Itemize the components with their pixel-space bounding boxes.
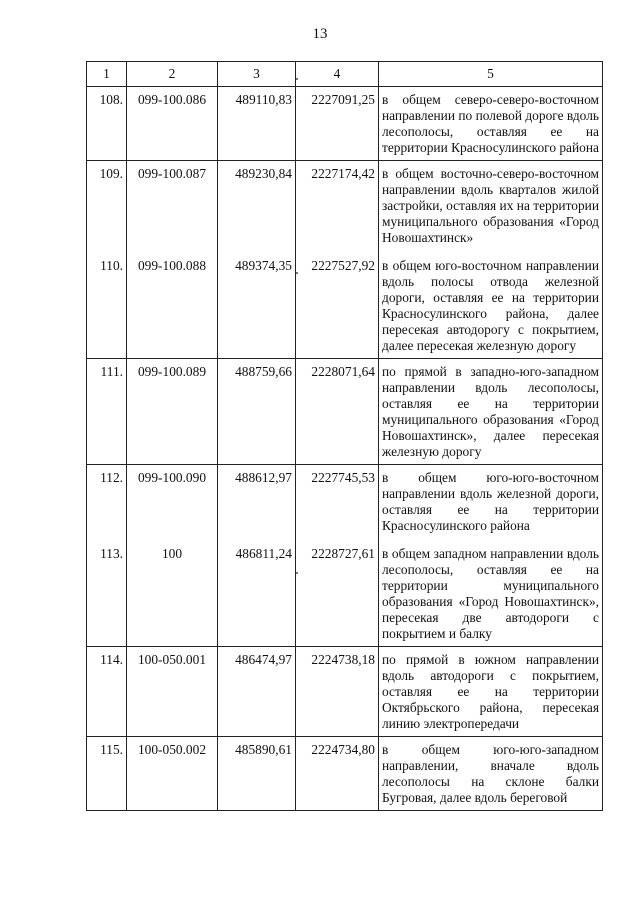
point-id: 099-100.086	[127, 87, 218, 161]
point-id: 099-100.087	[127, 161, 218, 247]
boundary-description: в общем юго-юго-восточном направлении вдоль железной дороги, оставляя ее на территории Красносулинского района	[379, 465, 603, 535]
boundary-description: по прямой в западно-юго-западном направлении вдоль лесополосы, оставляя ее на территории муниципального образования «Город Новошахтинск», далее пересекая железную дорогу	[379, 359, 603, 465]
coordinate-y: 2228071,64	[296, 359, 379, 465]
coordinate-y: 2224738,18	[296, 647, 379, 737]
column-header: 5	[379, 62, 603, 87]
boundary-description: в общем юго-восточном направлении вдоль полосы отвода железной дороги, оставляя ее на территории Красносулинского района, далее пересекая автодорогу с покрытием, далее пересекая железную дорогу	[379, 246, 603, 359]
coordinate-y: 2227174,42	[296, 161, 379, 247]
point-id: 100-050.002	[127, 737, 218, 811]
row-number: 111.	[87, 359, 127, 465]
table-row	[87, 737, 603, 811]
point-id: 099-100.089	[127, 359, 218, 465]
table-row	[87, 647, 603, 737]
row-number: 115.	[87, 737, 127, 811]
coordinate-y: 2227527,92	[296, 246, 379, 359]
boundary-table	[86, 61, 603, 811]
point-id: 099-100.090	[127, 465, 218, 535]
scan-speck	[296, 78, 298, 80]
coordinate-x: 489110,83	[218, 87, 296, 161]
coordinate-x: 486811,24	[218, 534, 296, 647]
point-id: 100-050.001	[127, 647, 218, 737]
point-id: 099-100.088	[127, 246, 218, 359]
coordinate-y: 2227091,25	[296, 87, 379, 161]
row-number: 108.	[87, 87, 127, 161]
coordinate-x: 489374,35	[218, 246, 296, 359]
row-number: 109.	[87, 161, 127, 247]
row-number: 112.	[87, 465, 127, 535]
point-id: 100	[127, 534, 218, 647]
boundary-description: по прямой в южном направлении вдоль автодороги с покрытием, оставляя ее на территории Октябрьского района, пересекая линию электропередачи	[379, 647, 603, 737]
coordinate-x: 486474,97	[218, 647, 296, 737]
boundary-description: в общем юго-юго-западном направлении, вначале вдоль лесополосы на склоне балки Бугровая, далее вдоль береговой	[379, 737, 603, 811]
boundary-description: в общем восточно-северо-восточном направлении вдоль кварталов жилой застройки, оставляя их на территории муниципального образования «Город Новошахтинск»	[379, 161, 603, 247]
row-number: 113.	[87, 534, 127, 647]
coordinate-y: 2227745,53	[296, 465, 379, 535]
header-row	[87, 62, 603, 87]
coordinate-y: 2224734,80	[296, 737, 379, 811]
table-row	[87, 87, 603, 161]
table-row	[87, 534, 603, 647]
table-row	[87, 161, 603, 247]
coordinate-x: 489230,84	[218, 161, 296, 247]
table-row	[87, 246, 603, 359]
row-number: 114.	[87, 647, 127, 737]
table-row	[87, 465, 603, 535]
column-header: 3	[218, 62, 296, 87]
scan-speck	[296, 572, 298, 574]
scan-speck	[296, 272, 298, 274]
boundary-description: в общем западном направлении вдоль лесополосы, оставляя ее на территории муниципального образования «Город Новошахтинск», пересекая две автодороги с покрытием и балку	[379, 534, 603, 647]
coordinate-x: 488759,66	[218, 359, 296, 465]
table-row	[87, 359, 603, 465]
coordinate-x: 488612,97	[218, 465, 296, 535]
column-header: 2	[127, 62, 218, 87]
page-number: 13	[312, 26, 328, 42]
coordinate-x: 485890,61	[218, 737, 296, 811]
boundary-description: в общем северо-северо-восточном направлении по полевой дороге вдоль лесополосы, оставляя ее на территории Красносулинского района	[379, 87, 603, 161]
column-header: 1	[87, 62, 127, 87]
coordinate-y: 2228727,61	[296, 534, 379, 647]
row-number: 110.	[87, 246, 127, 359]
column-header: 4	[296, 62, 379, 87]
